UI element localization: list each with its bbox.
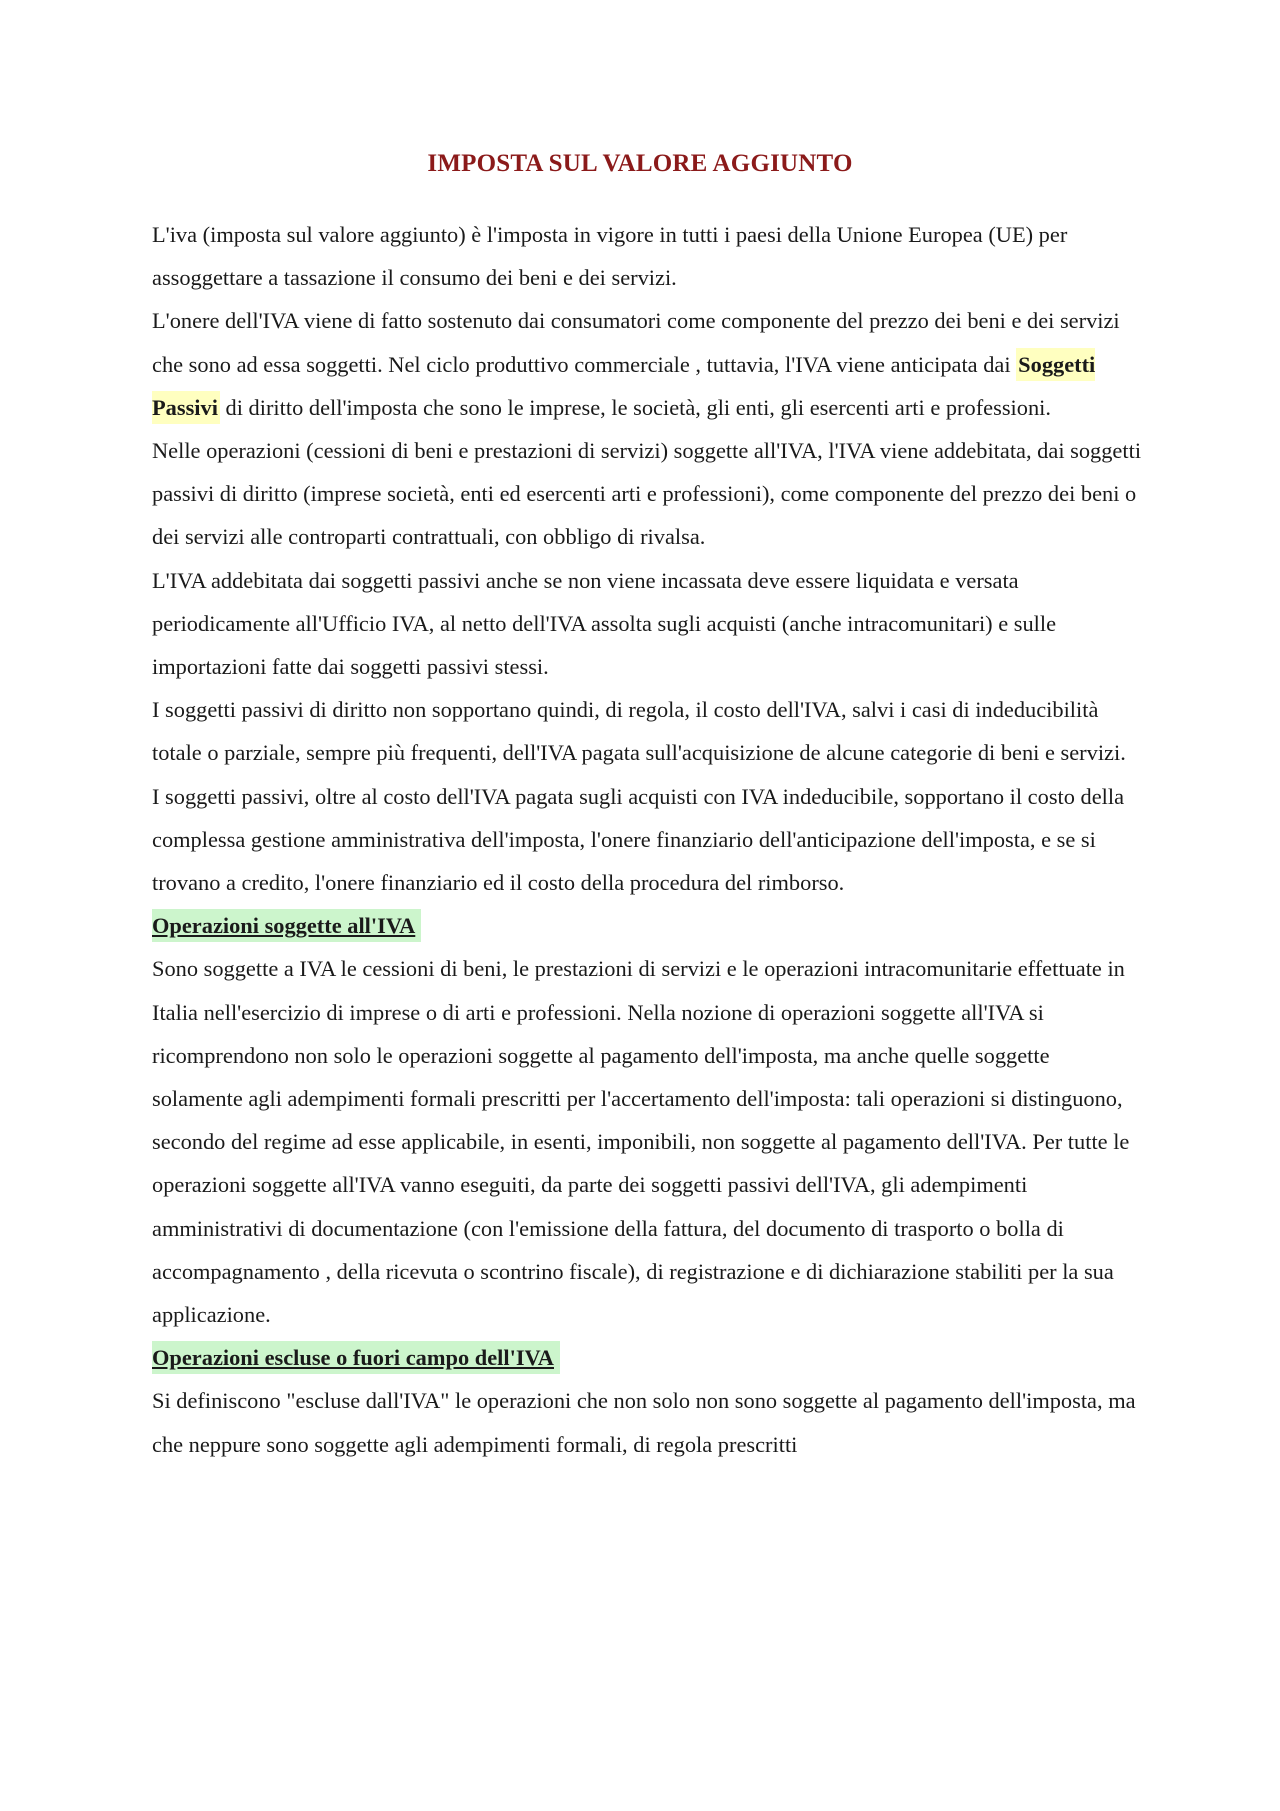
paragraph-text: L'onere dell'IVA viene di fatto sostenuto dai consumatori come componente del prezzo dei beni e dei servizi che sono ad essa soggetti. Nel ciclo produttivo commerciale , tuttavia, l'IVA viene anticipata dai xyxy=(152,308,1120,377)
paragraph-intro: L'iva (imposta sul valore aggiunto) è l'imposta in vigore in tutti i paesi della Unione Europea (UE) per assoggettare a tassazione il consumo dei beni e dei servizi. xyxy=(152,222,1068,291)
highlighted-term: Soggetti Passivi xyxy=(152,348,1095,424)
section-heading-soggette xyxy=(152,904,1142,947)
paragraph-sopportano: I soggetti passivi di diritto non sopportano quindi, di regola, il costo dell'IVA, salvi i casi di indeducibilità totale o parziale, sempre più frequenti, dell'IVA pagata sull'acquisizione de alcune categorie di beni e servizi. xyxy=(152,697,1126,766)
heading-text: Operazioni escluse o fuori campo dell'IVA xyxy=(152,1341,560,1374)
document-title: IMPOSTA SUL VALORE AGGIUNTO xyxy=(427,150,853,177)
paragraph-operazioni: Nelle operazioni (cessioni di beni e prestazioni di servizi) soggette all'IVA, l'IVA viene addebitata, dai soggetti passivi di diritto (imprese società, enti ed esercenti arti e professioni), come componente del prezzo dei beni o dei servizi alle controparti contrattuali, con obbligo di rivalsa. xyxy=(152,438,1142,550)
paragraph-text: di diritto dell'imposta che sono le imprese, le società, gli enti, gli esercenti arti e professioni. xyxy=(219,394,1051,420)
paragraph-addebitata: L'IVA addebitata dai soggetti passivi anche se non viene incassata deve essere liquidata e versata periodicamente all'Ufficio IVA, al netto dell'IVA assolta sugli acquisti (anche intracomunitari) e sulle importazioni fatte dai soggetti passivi stessi. xyxy=(152,567,1057,680)
section-heading-escluse xyxy=(152,1336,1142,1379)
paragraph-onere xyxy=(152,299,1142,429)
paragraph-soggette: Sono soggette a IVA le cessioni di beni, le prestazioni di servizi e le operazioni intracomunitarie effettuate in Italia nell'esercizio di imprese o di arti e professioni. Nella nozione di operazioni soggette all'IVA si ricomprendono non solo le operazioni soggette al pagamento dell'imposta, ma anche quelle soggette solamente agli adempimenti formali prescritti per l'accertamento dell'imposta: tali operazioni si distinguono, secondo del regime ad esse applicabile, in esenti, imponibili, non soggette al pagamento dell'IVA. Per tutte le operazioni soggette all'IVA vanno eseguiti, da parte dei soggetti passivi dell'IVA, gli adempimenti amministrativi di documentazione (con l'emissione della fattura, del documento di trasporto o bolla di accompagnamento , della ricevuta o scontrino fiscale), di registrazione e di dichiarazione stabiliti per la sua applicazione. xyxy=(152,956,1130,1328)
paragraph-costo: I soggetti passivi, oltre al costo dell'IVA pagata sugli acquisti con IVA indeducibile, sopportano il costo della complessa gestione amministrativa dell'imposta, l'onere finanziario dell'anticipazione dell'imposta, e se si trovano a credito, l'onere finanziario ed il costo della procedura del rimborso. xyxy=(152,783,1125,896)
heading-text: Operazioni soggette all'IVA xyxy=(152,909,421,942)
paragraph-escluse: Si definiscono "escluse dall'IVA" le operazioni che non solo non sono soggette al pagamento dell'imposta, ma che neppure sono soggette agli adempimenti formali, di regola prescritti xyxy=(152,1388,1136,1457)
document-body xyxy=(152,213,1142,1466)
